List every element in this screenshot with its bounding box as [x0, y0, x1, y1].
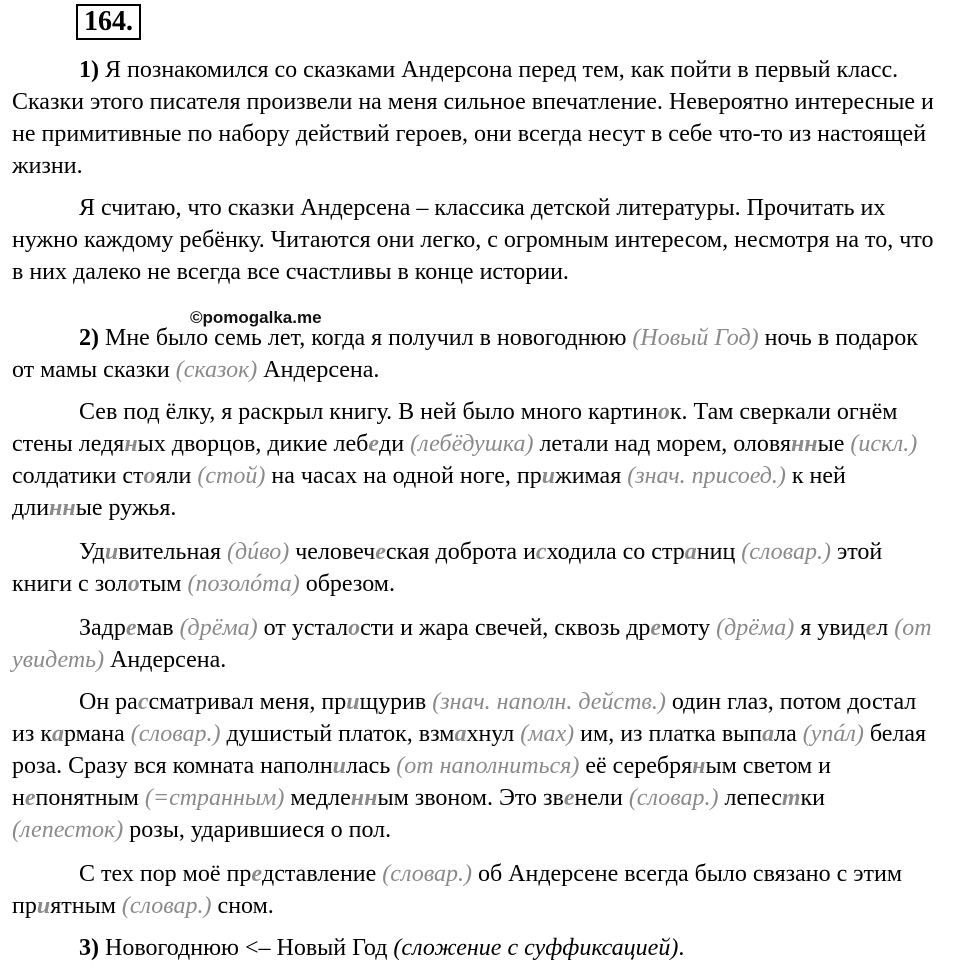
- paragraph-3: [12, 322, 942, 386]
- exercise-number: 164.: [76, 4, 141, 40]
- text-segment: ди: [379, 431, 411, 457]
- text-segment: лась: [346, 753, 397, 779]
- highlighted-letter: а: [762, 721, 775, 747]
- text-segment: её серебря: [579, 753, 693, 779]
- highlighted-letter: и: [104, 539, 119, 565]
- annotation: (от увидеть): [12, 615, 932, 673]
- highlighted-letter: о: [143, 463, 156, 489]
- highlighted-letter: е: [865, 615, 877, 641]
- annotation: (словар.): [130, 721, 221, 747]
- annotation: (от наполниться): [396, 753, 580, 779]
- text-segment: понятным: [35, 785, 145, 811]
- text-segment: к ней дли: [12, 463, 846, 521]
- paragraph-2: [12, 192, 942, 288]
- text-segment: белая роза. Сразу вся комната наполн: [12, 721, 927, 779]
- text-segment: вительная: [118, 539, 227, 565]
- text-segment: яли: [155, 463, 198, 489]
- text-segment: ым звоном. Это зв: [377, 785, 564, 811]
- text-segment: хнул: [466, 721, 521, 747]
- annotation: (искл.): [850, 431, 918, 457]
- text-segment: ятным: [50, 893, 122, 919]
- text-segment: рмана: [63, 721, 131, 747]
- text-segment: ки: [800, 785, 826, 811]
- paragraph-4: [12, 396, 942, 524]
- text-segment: мав: [136, 615, 180, 641]
- paragraph-8: [12, 858, 942, 922]
- text-segment: летали над морем, оловя: [533, 431, 791, 457]
- highlighted-letter: и: [36, 893, 51, 919]
- text-segment: Андерсена.: [257, 357, 380, 383]
- highlighted-letter: нн: [790, 431, 818, 457]
- text-segment: обрезом.: [299, 571, 395, 597]
- highlighted-letter: с: [137, 689, 149, 715]
- item-number: 2): [79, 325, 99, 351]
- text-segment: им, из платка вып: [574, 721, 763, 747]
- highlighted-letter: и: [541, 463, 556, 489]
- highlighted-letter: е: [375, 539, 386, 565]
- annotation: (словар.): [741, 539, 831, 565]
- text-segment: ходила со стр: [546, 539, 685, 565]
- annotation: (словар.): [382, 861, 472, 887]
- text-segment: ые ружья.: [75, 495, 177, 521]
- text-segment: С тех пор моё пр: [79, 861, 252, 887]
- text-segment: об Андерсене всегда было связано с этим пр: [12, 861, 903, 919]
- highlighted-letter: н: [692, 753, 706, 779]
- text-segment: ночь в подарок от мамы сказки: [12, 325, 918, 383]
- annotation: (мах): [520, 721, 575, 747]
- text-segment: лепес: [718, 785, 782, 811]
- paragraph-9: [12, 932, 942, 964]
- annotation: (дúво): [226, 539, 290, 565]
- highlighted-letter: е: [24, 785, 36, 811]
- annotation: (словар.): [121, 893, 212, 919]
- text-segment: Сев под ёлку, я раскрыл книгу. В ней было много картин: [79, 399, 658, 425]
- annotation: (Новый Год): [632, 325, 759, 351]
- text-segment: солдатики ст: [12, 463, 144, 489]
- highlighted-letter: т: [781, 785, 801, 811]
- text-segment: Андерсена.: [104, 647, 227, 673]
- highlighted-letter: нн: [350, 785, 378, 811]
- text-segment: моту: [661, 615, 717, 641]
- paragraph-5: [12, 536, 942, 600]
- annotation: (позолóта): [187, 571, 300, 597]
- text-segment: человеч: [289, 539, 376, 565]
- text-segment: Он ра: [79, 689, 138, 715]
- text-segment: ла: [774, 721, 803, 747]
- text-segment: щурив: [359, 689, 433, 715]
- highlighted-letter: е: [368, 431, 380, 457]
- text-segment: от устал: [257, 615, 349, 641]
- text-segment: к. Там сверкали огнём стены ледя: [12, 399, 898, 457]
- paragraph-1: [12, 54, 942, 182]
- annotation: (знач. наполн. действ.): [432, 689, 666, 715]
- highlighted-letter: е: [650, 615, 662, 641]
- highlighted-letter: е: [125, 615, 137, 641]
- text-segment: медле: [284, 785, 351, 811]
- method-note: (сложение с суффиксацией): [393, 935, 679, 961]
- paragraph-7: [12, 686, 942, 846]
- text-segment: Я познакомился со сказками Андерсона перед тем, как пойти в первый класс. Сказки этого писателя произвели на меня сильное впечатление. Невероятно интересные и не примитивные по набору действий героев, они всегда несут в себе что-то из настоящей жизни.: [12, 57, 934, 179]
- text-segment: ниц: [696, 539, 742, 565]
- annotation: (сказок): [175, 357, 258, 383]
- highlighted-letter: е: [563, 785, 575, 811]
- paragraph-6: [12, 612, 942, 676]
- highlighted-letter: нн: [49, 495, 76, 521]
- annotation: (лебёдушка): [410, 431, 534, 457]
- highlighted-letter: и: [346, 689, 360, 715]
- annotation: (упáл): [802, 721, 864, 747]
- highlighted-letter: о: [348, 615, 361, 641]
- text-segment: сном.: [211, 893, 274, 919]
- highlighted-letter: а: [684, 539, 697, 565]
- text-segment: ых дворцов, дикие леб: [137, 431, 369, 457]
- highlighted-letter: н: [124, 431, 138, 457]
- annotation: (знач. присоед.): [627, 463, 786, 489]
- text-segment: Уд: [79, 539, 105, 565]
- text-segment: на часах на одной ноге, пр: [265, 463, 542, 489]
- highlighted-letter: о: [657, 399, 670, 425]
- annotation: (стой): [197, 463, 266, 489]
- text-segment: розы, ударившиеся о пол.: [123, 817, 392, 843]
- text-segment: я увид: [794, 615, 866, 641]
- text-segment: Новогоднюю <– Новый Год: [99, 935, 394, 961]
- text-segment: жимая: [555, 463, 628, 489]
- watermark: ©pomogalka.me: [190, 308, 322, 327]
- text-segment: душистый платок, взм: [220, 721, 455, 747]
- annotation: (дрёма): [179, 615, 258, 641]
- annotation: (словар.): [628, 785, 719, 811]
- text-segment: сматривал меня, пр: [148, 689, 347, 715]
- highlighted-letter: с: [535, 539, 547, 565]
- text-segment: этой книги с зол: [12, 539, 883, 597]
- highlighted-letter: е: [251, 861, 263, 887]
- highlighted-letter: а: [454, 721, 467, 747]
- text-segment: ым светом и н: [12, 753, 832, 811]
- text-segment: ые: [817, 431, 851, 457]
- item-number: 3): [79, 935, 99, 961]
- text-segment: Задр: [79, 615, 126, 641]
- text-segment: один глаз, потом достал из к: [12, 689, 917, 747]
- text-segment: дставление: [262, 861, 383, 887]
- text-segment: .: [678, 935, 685, 961]
- annotation: (=странным): [144, 785, 285, 811]
- text-segment: Я считаю, что сказки Андерсена – классика детской литературы. Прочитать их нужно каждому ребёнку. Читаются они легко, с огромным интересом, несмотря на то, что в них далеко не всегда все счастливы в конце истории.: [12, 195, 934, 285]
- annotation: (дрёма): [716, 615, 795, 641]
- highlighted-letter: а: [51, 721, 64, 747]
- text-segment: л: [876, 615, 895, 641]
- highlighted-letter: о: [127, 571, 140, 597]
- annotation: (лепесток): [12, 817, 124, 843]
- text-segment: нели: [574, 785, 629, 811]
- text-segment: тым: [139, 571, 188, 597]
- highlighted-letter: и: [332, 753, 347, 779]
- text-segment: сти и жара свечей, сквозь др: [360, 615, 651, 641]
- text-segment: ская доброта и: [385, 539, 536, 565]
- text-segment: Мне было семь лет, когда я получил в новогоднюю: [99, 325, 633, 351]
- item-number: 1): [79, 57, 99, 83]
